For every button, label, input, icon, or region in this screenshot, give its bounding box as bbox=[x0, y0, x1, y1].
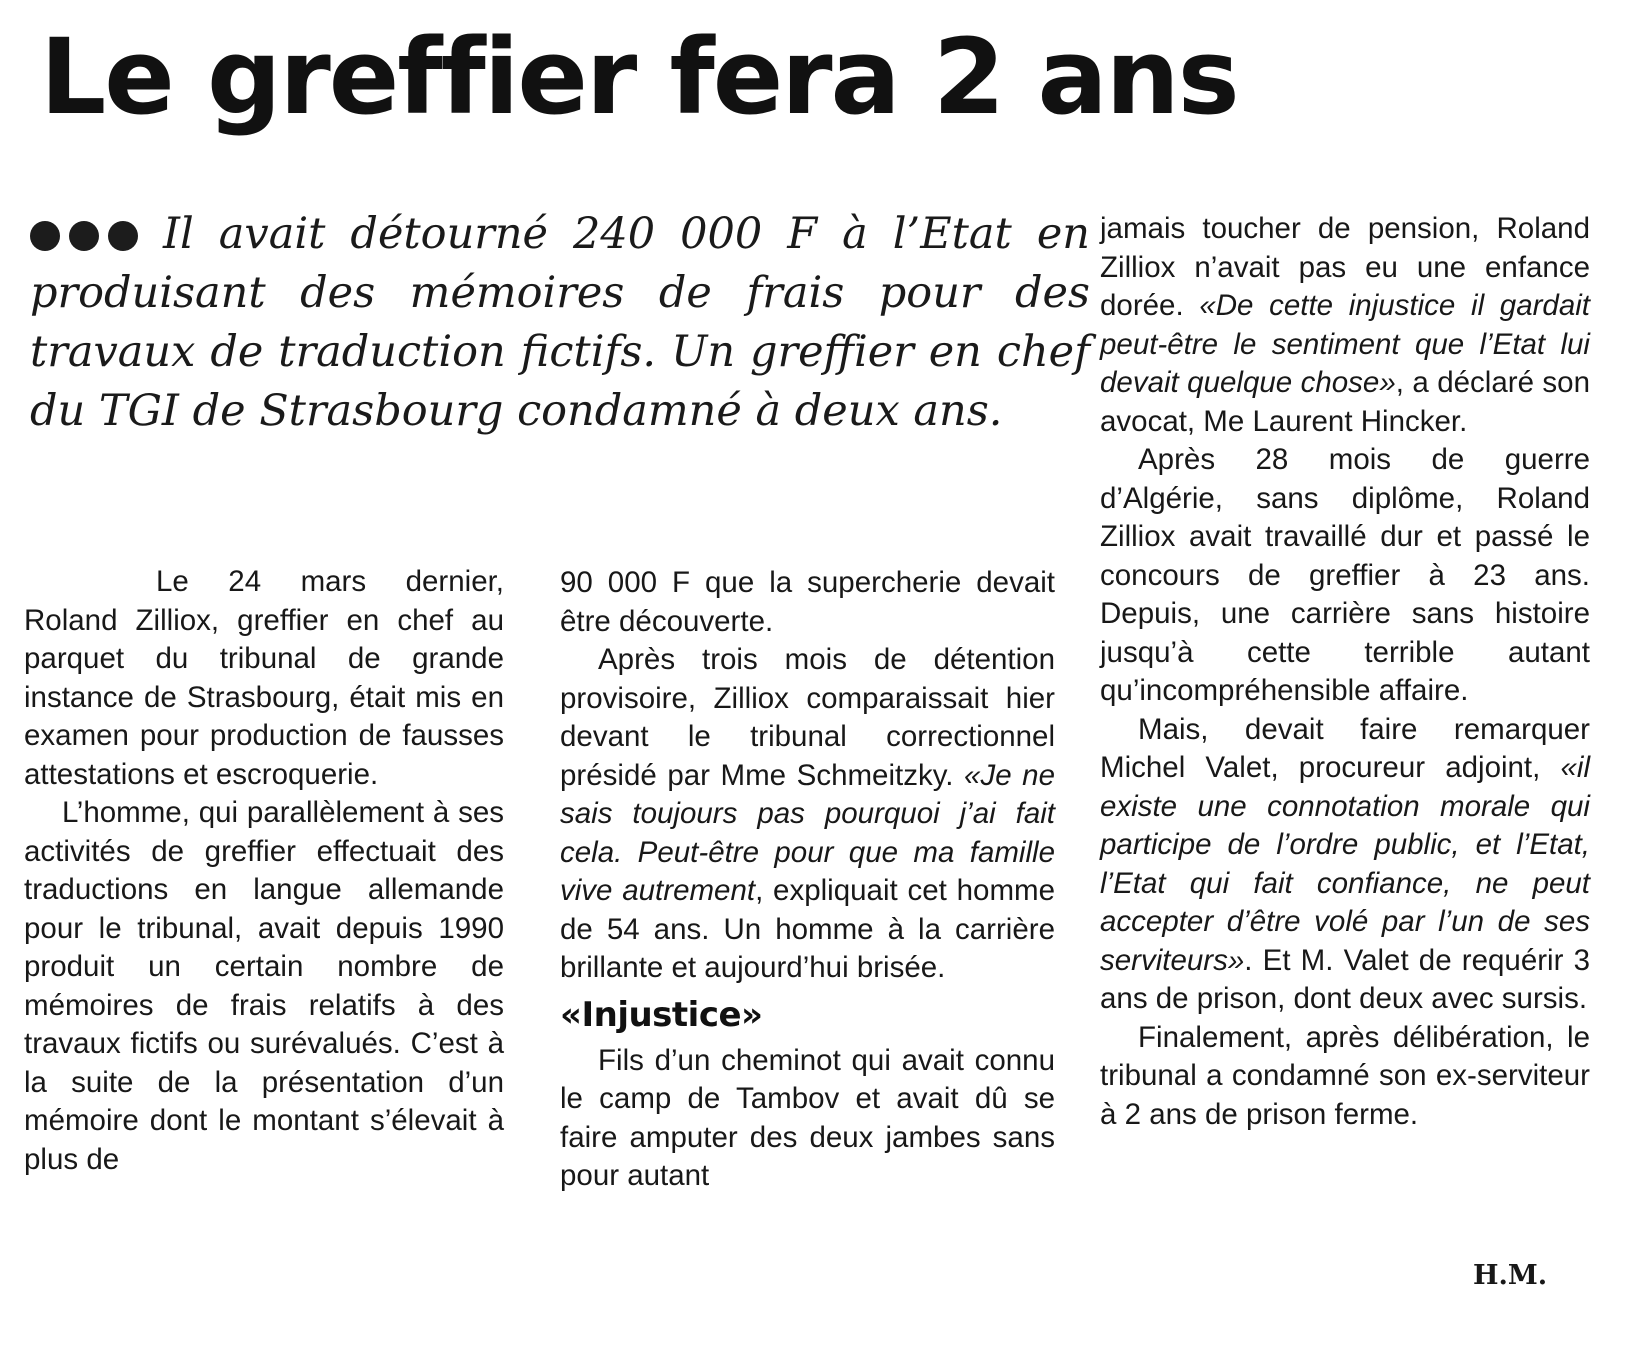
column2-quote: «Je ne sais toujours pas pourquoi j’ai fait cela. Peut-être pour que ma famille vive autrement bbox=[560, 758, 1055, 907]
column1-paragraph-2: L’homme, qui parallèlement à ses activités de greffier effectuait des traductions en langue allemande pour le tribunal, avait depuis 1990 produit un certain nombre de mémoires de frais relatifs à des travaux fictifs ou surévalués. C’est à la suite de la présentation d’un mémoire dont le montant s’élevait à plus de bbox=[24, 796, 504, 1176]
article-column-3 bbox=[1100, 210, 1590, 1134]
bullet-dots-icon bbox=[30, 204, 147, 263]
column3-quote-1: «De cette injustice il gardait peut-être le sentiment que l’Etat lui devait quelque chose» bbox=[1100, 289, 1590, 399]
article-column-1 bbox=[24, 563, 504, 1179]
column3-paragraph-3-text: Mais, devait faire remarquer Michel Valet, procureur adjoint, bbox=[1100, 712, 1590, 784]
column3-quote-2: «il existe une connotation morale qui participe de l’ordre public, et l’Etat, l’Etat qui fait confiance, ne peut accepter d’être volé par l’un de ses serviteurs» bbox=[1100, 751, 1590, 977]
column2-paragraph-2-tail: , expliquait cet homme de 54 ans. Un homme à la carrière brillante et aujourd’hui brisée. bbox=[560, 874, 1055, 984]
article-subhead: «Injustice» bbox=[560, 994, 763, 1035]
column2-paragraph-3: Fils d’un cheminot qui avait connu le camp de Tambov et avait dû se faire amputer des deux jambes sans pour autant bbox=[560, 1043, 1055, 1192]
column2-paragraph-1: 90 000 F que la supercherie devait être découverte. bbox=[560, 566, 1055, 638]
article-headline: Le greffier fera 2 ans bbox=[40, 16, 1238, 138]
column3-paragraph-1 bbox=[1100, 210, 1590, 441]
column1-paragraph-1: Le 24 mars dernier, Roland Zilliox, greffier en chef au parquet du tribunal de grande instance de Strasbourg, était mis en examen pour production de fausses attestations et escroquerie. bbox=[24, 565, 504, 791]
column3-paragraph-4: Finalement, après délibération, le tribunal a condamné son ex-serviteur à 2 ans de prison ferme. bbox=[1100, 1020, 1590, 1131]
column3-paragraph-2: Après 28 mois de guerre d’Algérie, sans diplôme, Roland Zilliox avait travaillé dur et passé le concours de greffier à 23 ans. Depuis, une carrière sans histoire jusqu’à cette terrible autant qu’incompréhensible affaire. bbox=[1100, 443, 1590, 707]
column3-paragraph-1-tail: , a déclaré son avocat, Me Laurent Hincker. bbox=[1100, 366, 1590, 438]
column2-paragraph-2 bbox=[560, 641, 1055, 988]
column2-paragraph-2-text: Après trois mois de détention provisoire, Zilliox comparaissait hier devant le tribunal correctionnel présidé par Mme Schmeitzky. bbox=[560, 643, 1055, 792]
author-signature: H.M. bbox=[1473, 1260, 1548, 1291]
column3-paragraph-1-text: jamais toucher de pension, Roland Zilliox n’avait pas eu une enfance dorée. bbox=[1100, 212, 1590, 322]
article-lead bbox=[30, 205, 1090, 441]
column3-paragraph-3 bbox=[1100, 711, 1590, 1019]
lead-text: Il avait détourné 240 000 F à l’Etat en produisant des mémoires de frais pour des travaux de traduction fictifs. Un greffier en chef du TGI de Strasbourg condamné à deux ans. bbox=[30, 209, 1090, 436]
article-column-2 bbox=[560, 564, 1055, 1196]
lead-paragraph bbox=[30, 205, 1090, 441]
column3-paragraph-3-tail: . Et M. Valet de requérir 3 ans de prison, dont deux avec sursis. bbox=[1100, 943, 1590, 1015]
